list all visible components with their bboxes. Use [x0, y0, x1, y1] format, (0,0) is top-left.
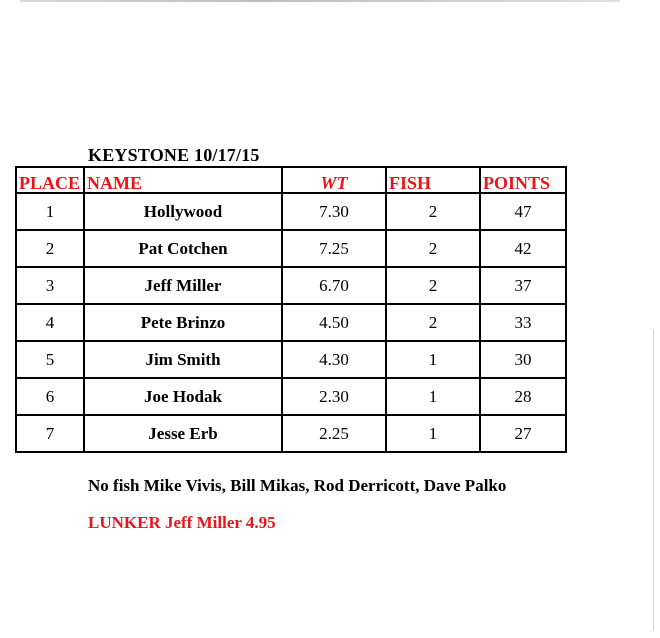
wt-cell: 2.25 — [282, 415, 386, 452]
table-row — [16, 341, 566, 378]
header-row — [16, 167, 566, 193]
name-cell: Pat Cotchen — [84, 230, 282, 267]
place-cell: 1 — [16, 193, 84, 230]
no-fish-note: No fish Mike Vivis, Bill Mikas, Rod Derricott, Dave Palko — [88, 476, 507, 495]
header-name: NAME — [84, 167, 282, 193]
table-row — [16, 230, 566, 267]
name-cell: Jeff Miller — [84, 267, 282, 304]
results-table — [15, 166, 567, 453]
fish-cell: 1 — [386, 341, 480, 378]
fish-cell: 2 — [386, 304, 480, 341]
place-cell: 6 — [16, 378, 84, 415]
lunker-note: LUNKER Jeff Miller 4.95 — [88, 513, 276, 532]
fish-cell: 1 — [386, 415, 480, 452]
table-row — [16, 267, 566, 304]
points-cell: 42 — [480, 230, 566, 267]
wt-cell: 4.50 — [282, 304, 386, 341]
place-cell: 2 — [16, 230, 84, 267]
table-row — [16, 378, 566, 415]
points-cell: 37 — [480, 267, 566, 304]
fish-cell: 2 — [386, 193, 480, 230]
name-cell: Pete Brinzo — [84, 304, 282, 341]
table-row — [16, 415, 566, 452]
fish-cell: 1 — [386, 378, 480, 415]
wt-cell: 7.30 — [282, 193, 386, 230]
points-cell: 30 — [480, 341, 566, 378]
page-title: KEYSTONE 10/17/15 — [88, 145, 260, 165]
header-place: PLACE — [16, 167, 84, 193]
points-cell: 47 — [480, 193, 566, 230]
name-cell: Hollywood — [84, 193, 282, 230]
header-fish: FISH — [386, 167, 480, 193]
name-cell: Jesse Erb — [84, 415, 282, 452]
fish-cell: 2 — [386, 230, 480, 267]
place-cell: 7 — [16, 415, 84, 452]
wt-cell: 4.30 — [282, 341, 386, 378]
table-row — [16, 193, 566, 230]
place-cell: 4 — [16, 304, 84, 341]
header-wt: WT — [282, 167, 386, 193]
wt-cell: 2.30 — [282, 378, 386, 415]
name-cell: Joe Hodak — [84, 378, 282, 415]
name-cell: Jim Smith — [84, 341, 282, 378]
points-cell: 28 — [480, 378, 566, 415]
wt-cell: 6.70 — [282, 267, 386, 304]
table-row — [16, 304, 566, 341]
points-cell: 33 — [480, 304, 566, 341]
place-cell: 3 — [16, 267, 84, 304]
wt-cell: 7.25 — [282, 230, 386, 267]
header-points: POINTS — [480, 167, 566, 193]
scan-edge-line — [20, 0, 620, 2]
place-cell: 5 — [16, 341, 84, 378]
fish-cell: 2 — [386, 267, 480, 304]
points-cell: 27 — [480, 415, 566, 452]
scan-edge-line-right — [653, 330, 654, 630]
